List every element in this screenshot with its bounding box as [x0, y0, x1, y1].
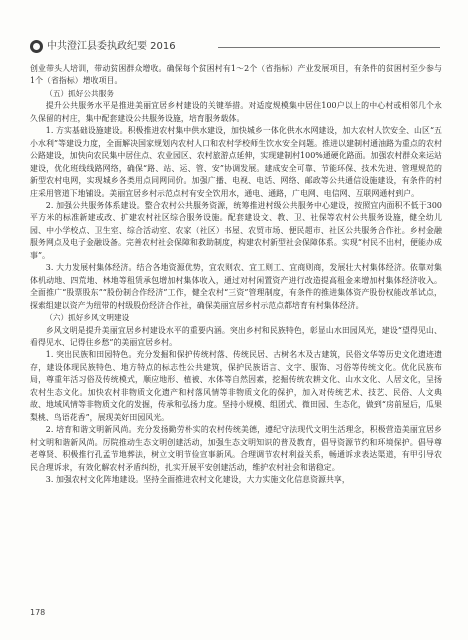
paragraph: 2. 加强公共服务体系建设。整合农村公共服务资源，统筹推进村级公共服务中心建设，按照宜内面积不低于300平方米的标准新建或改、扩建农村社区综合服务设施。配套建设文、教、卫、社保等农村公共服务设施，健全幼儿园、中小学校点、卫生室、综合活动室、农家（社区）书屋、农贸市场、便民超市、社区公共服务合作社。乡村金融服务网点及电子金融设备。完善农村社会保障和救助制度，构建农村新型社会保障体系。实现“村民不出村，便能办成事”。: [30, 200, 442, 260]
page-number: 178: [30, 608, 46, 617]
body-text: [30, 63, 442, 486]
paragraph: 1. 突出民族和田园特色。充分发掘和保护传统村落、传统民居、古树名木及古建筑，民俗文华等历史文化遗迹遗存，建设体现民族特色、地方特点的标志性公共建筑，保护民族语言、文字、服饰、习俗等传统文化。优化民族布局，尊重年活习俗及传统模式，顺应地形、植被、水体等自然因素，挖掘传统农耕文化、山水文化、人居文化，呈扬农村生态文化。加快农村非物质文化遗产和村落风情等非物质文化的保护，加入对传统艺术、技艺、民俗、人文典故、地域风情等非物质文化的发掘，传承和弘扬力度。坚持小规模、组团式、微田园、生态化，做到“房前屋后，瓜果梨桃、鸟语花香”，展现美好田园风光。: [30, 350, 442, 422]
header-title: 中共澄江县委执政纪要 2016: [47, 41, 176, 52]
page-header: [30, 40, 440, 54]
party-emblem-icon: [30, 40, 43, 53]
paragraph: 3. 大力发展村集体经济。结合各地资源优势，宜农则农、宜工则工、宜商则商，发展壮大村集体经济。依靠对集体机动地、四荒地、林地等租赁承包增加村集体收入，通过对村闲置资产进行改造提高租金来增加村集体经济收入。全面推广“股票股东”“股份制合作经济”工作，健全农村“三资”管理制度，有条件的推进集体资产股份权能改革试点，探索组建以资产为纽带的村级股份经济合作社，确保美丽宜居乡村示范点都培育有村集体经济。: [30, 263, 442, 310]
section-heading: （六）抓好乡风文明建设: [45, 313, 130, 323]
paragraph: 1. 方实基础设施建设。积极推进农村集中供水建设，加快城乡一体化供水水网建设，加大农村人饮安全、山区“五小水利”等建设力度，全面解决国家规划内农村人口和农村学校师生饮水安全问题。推进以建制村通油路为重点的农村公路建设，加快向农民集中居住点、农业园区、农村旅游点延伸，实现建制村100%通硬化路面。加强农村群众来运站建设，优化班线线路网络，确保“路、站、运、管、安”协调发展。建成安全可靠、节能环保、技术先进、管理规范的新型农村电网，实现城乡各类用点同网同价。加强广播、电视、电话、网络、邮政等公共通信设施建设，有条件的村庄采用管道下地铺设。美丽宜居乡村示范点村有安全饮用水，通电、通路，广电网、电信网、互联网通村到户。: [30, 126, 442, 198]
header-rule: [218, 47, 440, 48]
paragraph: 2. 培育和谐文明新风尚。充分发扬勤劳朴实的农村传统美德，遵纪守法现代文明生活理念，积极营造美丽宜居乡村文明和谐新风尚。厉院推动生态文明创建活动，加强生态文明知识的普及教育，倡导资源节约和环境保护。倡导尊老尊贤、积极推行孔孟节地葬法，树立文明节俭宣事新风。合理调节农村利益关系，畅通诉求表达渠道，有甲引导农民合理诉求，有效化解农村矛盾纠纷，扎实开展平安创建活动，维护农村社会和谐稳定。: [30, 425, 442, 472]
paragraph: 乡风文明是提升美丽宜居乡村建设水平的重要内涵。突出乡村和民族特色，彰显山水田园风光，建设“望得见山、看得见水、记得住乡愁”的美丽宜居乡村。: [30, 325, 442, 347]
paragraph: 创业带头人培训，带动贫困群众增收。确保每个贫困村有1～2个（省指标）产业发展项目，有条件的贫困村至少参与1个（省指标）增收项目。: [30, 64, 442, 86]
paragraph: 提升公共服务水平是推进美丽宜居乡村建设的关键举措。对适度规模集中居住100户以上的中心村或相邻几个永久保留的村庄，集中配套建设公共服务设施，培育服务载体。: [30, 101, 442, 123]
section-heading: （五）抓好公共服务: [45, 88, 114, 98]
paragraph: 3. 加强农村文化阵地建设。坚持全面推进农村文化建设，大力实施文化信息资源共享，: [45, 474, 350, 484]
